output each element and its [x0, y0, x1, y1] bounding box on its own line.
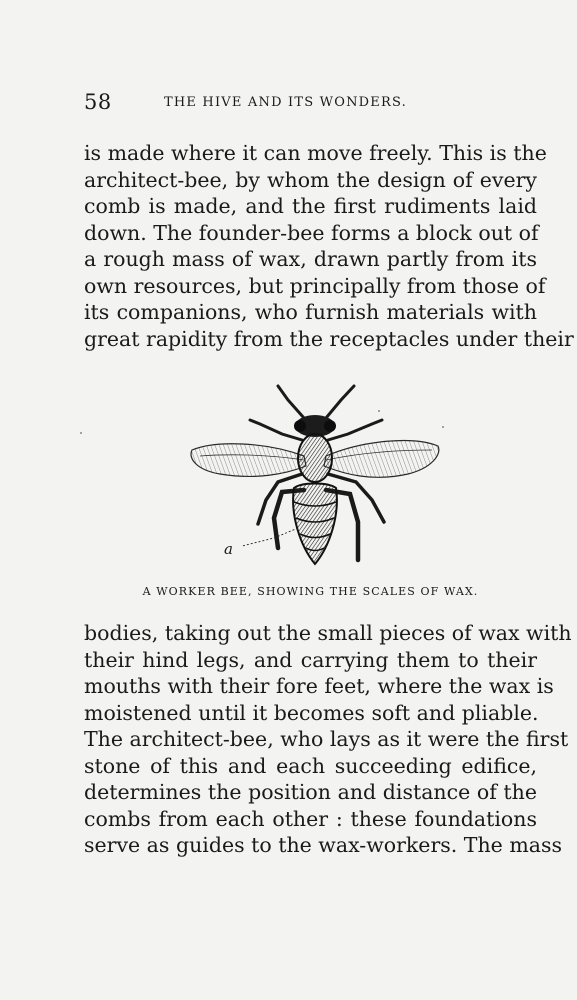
text-line: determines the position and distance of the: [84, 780, 537, 804]
bee-abdomen: [293, 484, 337, 565]
paper-speck: [80, 432, 82, 434]
text-line: The architect-bee, who lays as it were the first: [84, 727, 569, 751]
page-number: 58: [84, 90, 112, 114]
bee-thorax: [298, 434, 332, 482]
paper-speck: [378, 410, 380, 412]
text-line: down. The founder-bee forms a block out of: [84, 220, 539, 245]
text-line: its companions, who furnish materials with: [84, 300, 537, 324]
text-line: bodies, taking out the small pieces of wax with: [84, 621, 572, 645]
left-antenna: [278, 386, 304, 418]
text-line: own resources, but principally from those of: [84, 273, 546, 298]
leader-line: [242, 528, 298, 546]
worker-bee-illustration: [186, 378, 444, 568]
text-line: mouths with their fore feet, where the wax is: [84, 674, 554, 698]
text-line: great rapidity from the receptacles under their: [84, 326, 574, 351]
text-line: architect-bee, by whom the design of every: [84, 167, 537, 192]
text-line: moistened until it becomes soft and pliable.: [84, 700, 539, 725]
left-wing: [191, 444, 306, 477]
text-line: is made where it can move freely. This is the: [84, 141, 547, 165]
text-line: serve as guides to the wax-workers. The mass: [84, 833, 563, 857]
bee-engraving: [186, 378, 444, 568]
body-text-top: [84, 140, 574, 352]
body-text-bottom: [84, 620, 572, 859]
right-antenna: [326, 386, 354, 418]
text-line: combs from each other : these foundations: [84, 806, 537, 831]
right-fore-leg: [328, 420, 382, 440]
text-line: a rough mass of wax, drawn partly from its: [84, 247, 537, 271]
text-line: their hind legs, and carrying them to their: [84, 647, 537, 672]
left-fore-leg: [250, 420, 302, 440]
text-line: comb is made, and the first rudiments laid: [84, 194, 537, 218]
running-head: THE HIVE AND ITS WONDERS.: [164, 95, 407, 110]
page-header: [84, 90, 454, 114]
figure-caption: A WORKER BEE, SHOWING THE SCALES OF WAX.: [142, 585, 479, 598]
right-wing: [324, 441, 439, 478]
text-line: stone of this and each succeeding edifice,: [84, 753, 537, 778]
figure-label: a: [224, 540, 233, 558]
paper-speck: [442, 426, 444, 428]
